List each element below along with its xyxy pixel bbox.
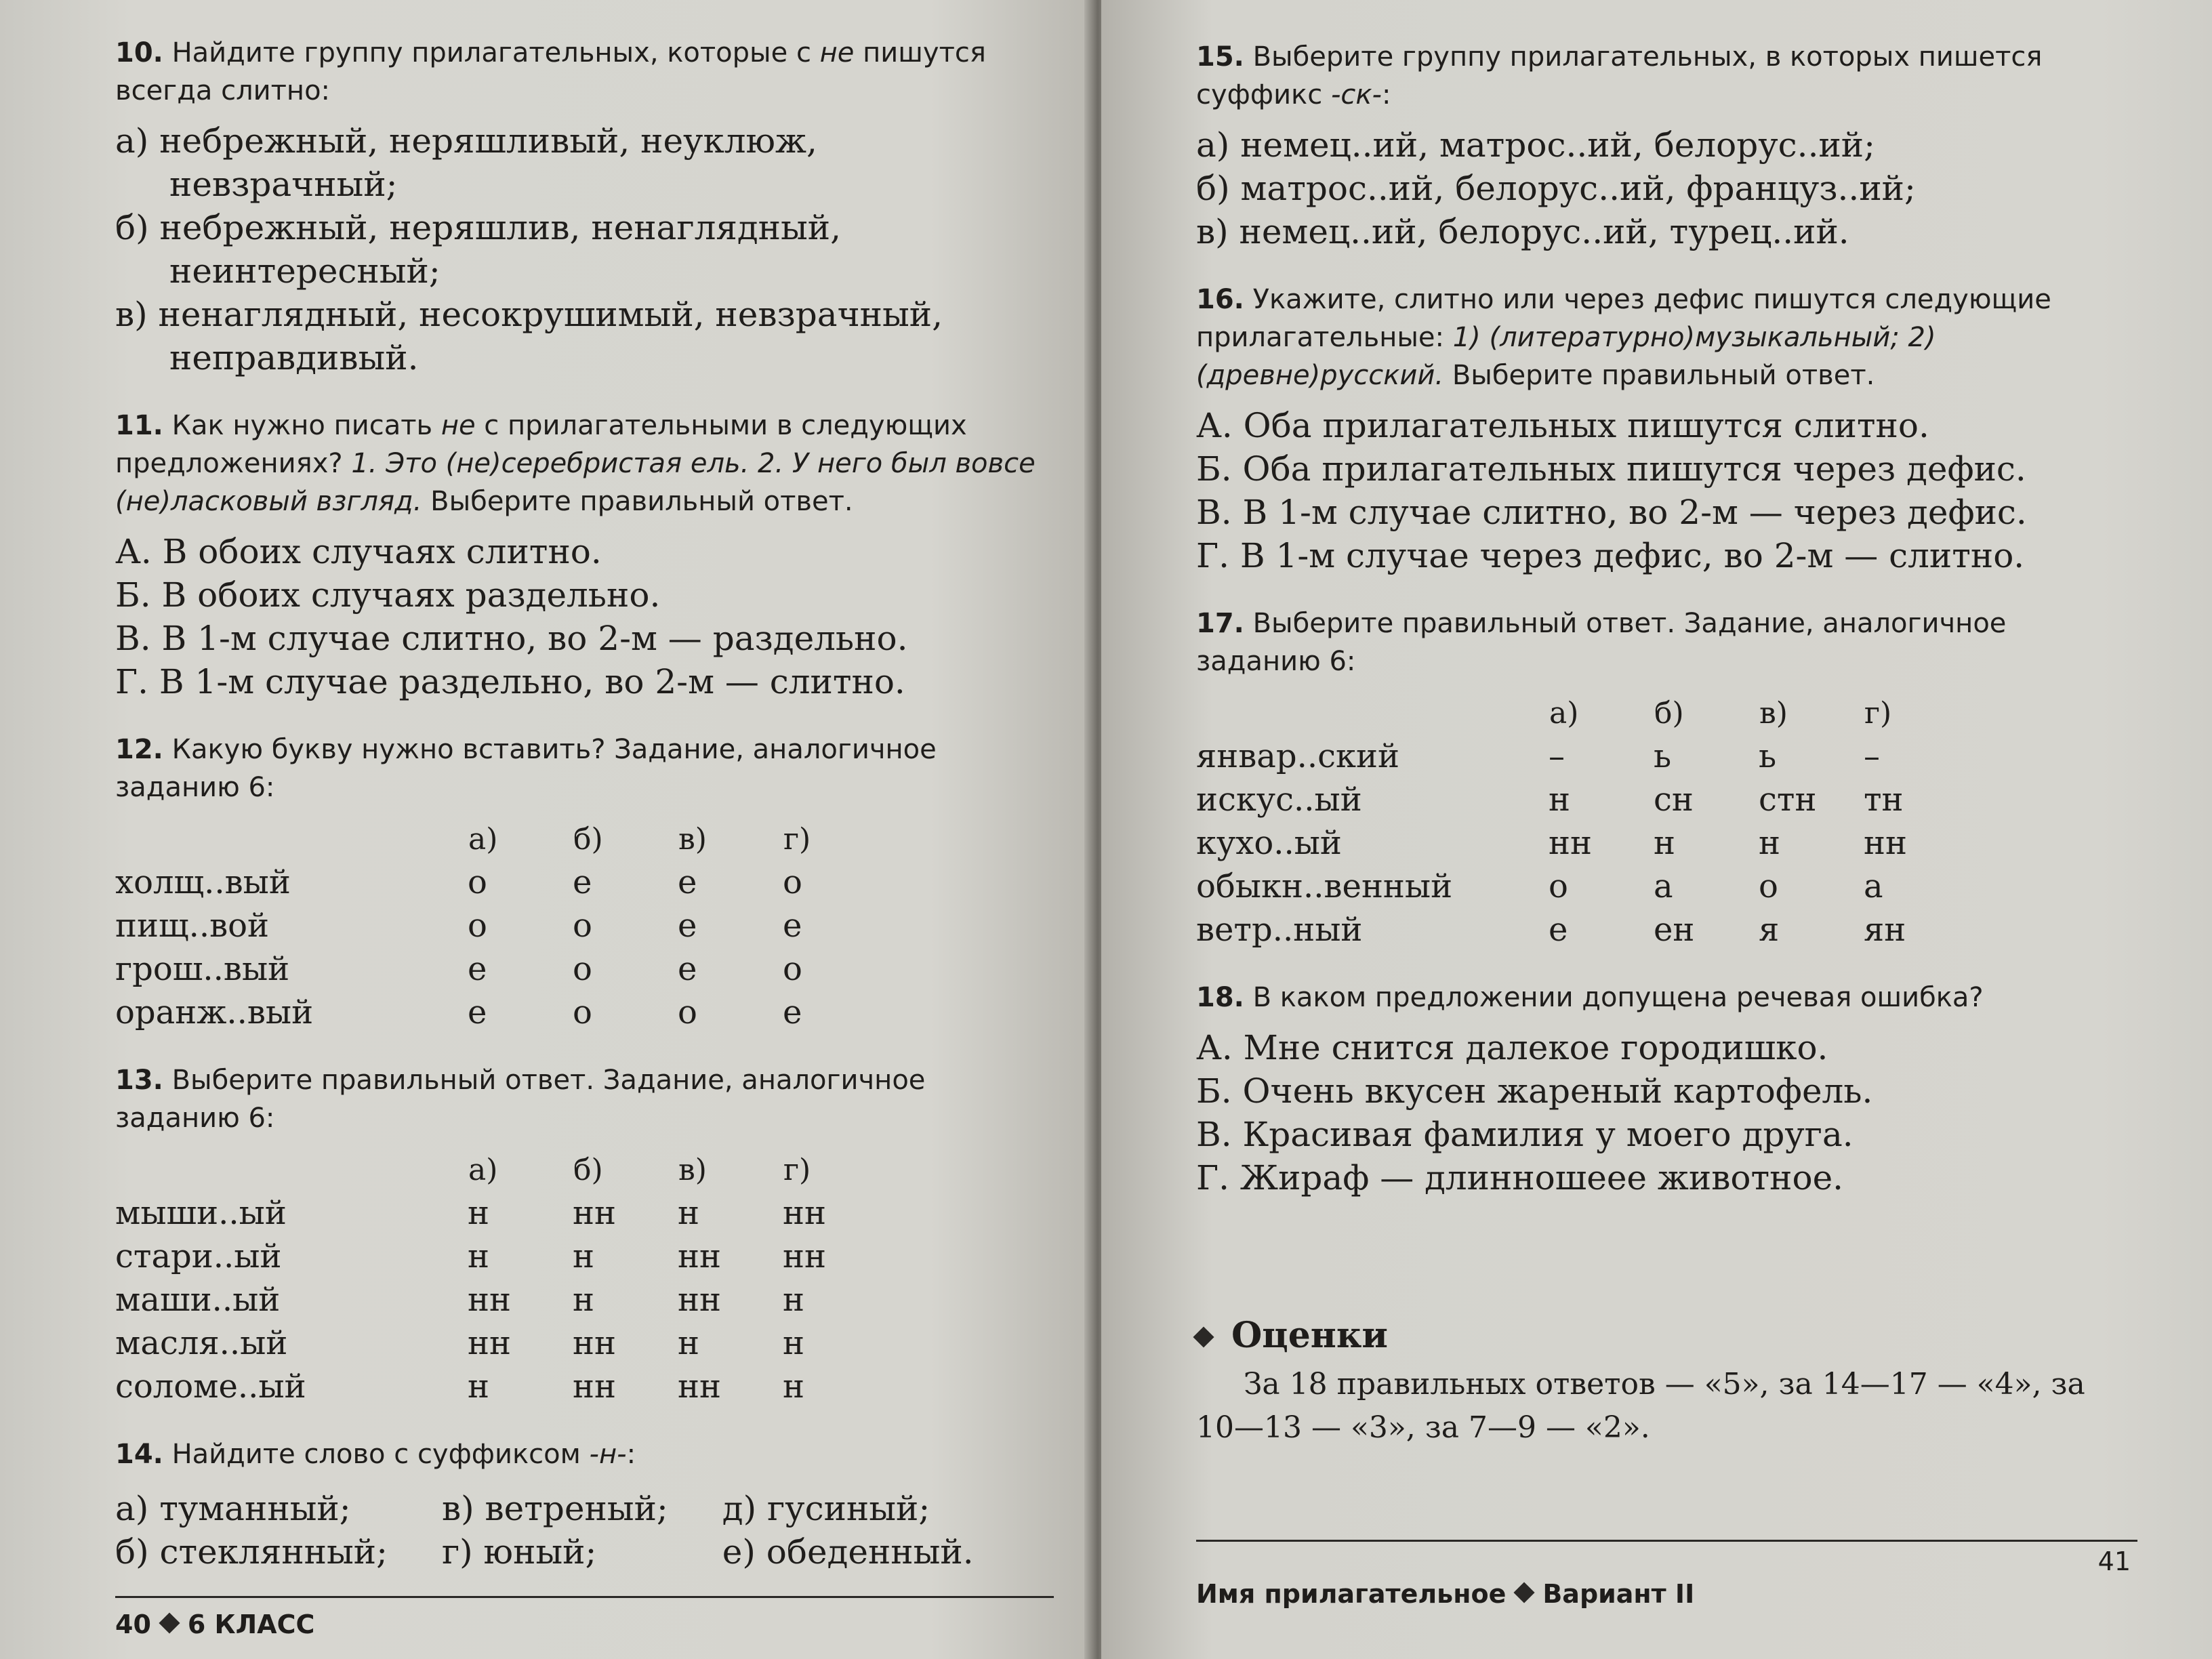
answer-option: г) юный; [441,1532,597,1572]
word-cell: соломе..ый [115,1368,306,1406]
question-text-tail: Выберите правильный ответ. [430,486,853,517]
word-cell: искус..ый [1196,781,1362,819]
question-text: В каком предложении допущена речевая ошибка? [1252,982,1984,1013]
column-header: г) [783,1152,811,1187]
column-header: а) [1549,695,1579,731]
grades-text: За 18 правильных ответов — «5», за 14—17 — «4», за 10—13 — «3», за 7—9 — «2». [1196,1367,2085,1445]
question-italic: не [819,37,855,68]
table-cell: о [783,863,802,901]
column-header: а) [468,821,498,857]
table-cell: нн [678,1281,721,1319]
answer-option: а) туманный; [115,1489,351,1528]
footer-rule [115,1596,1054,1598]
answer-option: в) ветреный; [441,1489,668,1528]
table-row [1196,778,1969,821]
task-number: 11. [115,410,163,441]
answer-option: Г. В 1-м случае раздельно, во 2-м — слитно. [115,662,905,701]
table-header-row [1196,691,1969,735]
answer-option: А. Оба прилагательных пишутся слитно. [1196,406,1929,445]
task-15 [1196,38,2131,253]
task-question [1196,281,2131,394]
task-16 [1196,281,2131,577]
task-question [1196,38,2131,114]
table-cell: н [573,1281,594,1319]
question-text-mid: с прилагательными в следующих предложениях? [115,410,967,479]
task-number: 18. [1196,982,1244,1013]
table-cell: о [1549,867,1568,905]
table-cell: н [573,1237,594,1275]
table-cell: о [468,907,487,945]
task-14 [115,1435,1047,1574]
table-cell: е [573,863,592,901]
table-cell: е [678,950,697,988]
table-cell: е [783,994,802,1031]
table-cell: ян [1864,911,1906,949]
task-question [1196,605,2131,680]
word-cell: холщ..вый [115,863,291,901]
table-cell: нн [573,1194,616,1232]
word-cell: стари..ый [115,1237,282,1275]
table-row [115,861,888,904]
page-footer [1196,1579,1694,1609]
answer-option: а) немец..ий, матрос..ий, белорус..ий; [1196,125,1875,165]
table-cell: нн [468,1324,511,1362]
column-header: г) [1864,695,1892,731]
task-12 [115,731,1047,1034]
word-cell: оранж..вый [115,994,314,1031]
answer-option: А. Мне снится далекое городишко. [1196,1028,1828,1067]
question-text: Найдите слово с суффиксом [171,1439,581,1470]
table-cell: е [468,994,487,1031]
table-cell: о [783,950,802,988]
grades-title: Оценки [1231,1315,1388,1356]
question-text: Выберите правильный ответ. Задание, аналогичное заданию 6: [1196,608,2007,677]
word-cell: масля..ый [115,1324,288,1362]
question-italic: не [441,410,476,441]
table-cell: о [573,907,592,945]
question-text: Укажите, слитно или через дефис пишутся следующие прилагательные: [1196,284,2051,353]
answer-column [442,1487,695,1574]
column-header: в) [678,1152,707,1187]
table-row [115,1191,888,1235]
table-cell: е [1549,911,1568,949]
task-question [115,34,1047,110]
question-text: Выберите группу прилагательных, в которых пишется суффикс [1196,41,2043,110]
answer-columns [115,1487,1047,1574]
word-cell: маши..ый [115,1281,281,1319]
task-18 [1196,979,2131,1200]
table-cell: нн [573,1324,616,1362]
question-text: Как нужно писать [171,410,433,441]
diamond-icon [1193,1326,1214,1347]
answer-option: Б. В обоих случаях раздельно. [115,575,661,615]
task-question [115,407,1047,520]
table-cell: е [468,950,487,988]
table-row [1196,821,1969,865]
answer-option: е) обеденный. [722,1532,974,1572]
task-number: 13. [115,1065,163,1096]
question-italic: -н- [589,1439,627,1470]
question-text-tail: пишутся всегда слитно: [115,37,986,106]
table-cell: ен [1654,911,1695,949]
table-cell: н [678,1194,699,1232]
table-header-row [115,1148,888,1191]
question-italic: 1. Это (не)серебристая ель. 2. У него был вовсе (не)ласковый взгляд. [115,448,1036,517]
page-footer [115,1610,314,1639]
question-text-tail: : [626,1439,636,1470]
answer-option: а) небрежный, неряшливый, неуклюж, невзрачный; [115,121,817,204]
table-cell: н [783,1368,804,1406]
table-cell: нн [678,1237,721,1275]
footer-label: 6 КЛАСС [187,1610,315,1639]
word-cell: кухо..ый [1196,824,1342,862]
table-row [115,1235,888,1278]
table-cell: стн [1759,781,1817,819]
table-cell: ь [1759,737,1777,775]
footer-label-variant: Вариант II [1542,1579,1695,1609]
task-question [1196,979,2131,1017]
column-header: в) [678,821,707,857]
table-cell: о [573,994,592,1031]
table-cell: ь [1654,737,1672,775]
table-cell: нн [783,1194,826,1232]
table-cell: – [1549,737,1565,775]
table-cell: н [468,1194,489,1232]
task-number: 17. [1196,608,1244,639]
answer-option: Г. В 1-м случае через дефис, во 2-м — слитно. [1196,536,2025,575]
column-header: б) [573,821,603,857]
table-row [115,991,888,1034]
question-italic: 1) (литературно)музыкальный; 2) (древне)русский. [1196,322,1936,391]
task-question [115,1435,1047,1473]
answer-option: В. В 1-м случае слитно, во 2-м — раздельно. [115,619,908,658]
word-cell: пищ..вой [115,907,270,945]
grades-heading [1196,1315,2131,1356]
column-header: б) [573,1152,603,1187]
answer-table [1196,691,1969,951]
table-cell: нн [783,1237,826,1275]
table-cell: н [468,1368,489,1406]
answer-option: б) матрос..ий, белорус..ий, француз..ий; [1196,169,1916,208]
task-11 [115,407,1047,703]
answer-option: В. Красивая фамилия у моего друга. [1196,1115,1853,1154]
table-row [115,1365,888,1408]
question-text: Найдите группу прилагательных, которые с [171,37,811,68]
table-cell: н [468,1237,489,1275]
answer-options [1196,404,2131,577]
answer-option: д) гусиный; [722,1489,930,1528]
table-cell: нн [468,1281,511,1319]
table-cell: н [1549,781,1570,819]
table-row [115,1322,888,1365]
table-row [1196,735,1969,778]
answer-options [115,530,1047,703]
answer-table [115,1148,888,1408]
answer-option: Б. Очень вкусен жареный картофель. [1196,1071,1873,1111]
table-cell: н [783,1324,804,1362]
table-cell: а [1864,867,1883,905]
table-cell: сн [1654,781,1694,819]
task-number: 12. [115,734,163,765]
word-cell: ветр..ный [1196,911,1363,949]
table-cell: н [1759,824,1780,862]
answer-option: в) немец..ий, белорус..ий, турец..ий. [1196,212,1849,251]
answer-column [115,1487,415,1574]
table-cell: я [1759,911,1780,949]
task-13 [115,1061,1047,1408]
table-cell: е [678,907,697,945]
answer-column [722,1487,1001,1574]
page-number: 40 [115,1610,151,1639]
column-header: г) [783,821,811,857]
table-cell: нн [1549,824,1592,862]
column-header: а) [468,1152,498,1187]
table-cell: н [678,1324,699,1362]
answer-option: б) небрежный, неряшлив, ненаглядный, неинтересный; [115,208,841,291]
diamond-icon [159,1612,180,1633]
table-cell: о [1759,867,1778,905]
footer-label: Имя прилагательное [1196,1579,1507,1609]
table-cell: н [783,1281,804,1319]
answer-options [1196,123,2131,253]
answer-options [1196,1026,2131,1200]
word-cell: обыкн..венный [1196,867,1453,905]
question-text-tail: : [1381,79,1391,110]
footer-rule [1196,1540,2137,1542]
task-number: 15. [1196,41,1244,73]
column-header: в) [1759,695,1788,731]
table-cell: о [678,994,697,1031]
question-text: Какую букву нужно вставить? Задание, аналогичное заданию 6: [115,734,937,803]
answer-table [115,817,888,1034]
diamond-icon [1514,1582,1535,1603]
question-text-tail: Выберите правильный ответ. [1452,360,1875,391]
word-cell: грош..вый [115,950,290,988]
table-cell: нн [1864,824,1907,862]
page-number: 41 [2097,1547,2131,1576]
task-number: 10. [115,37,163,68]
table-cell: о [468,863,487,901]
table-cell: – [1864,737,1880,775]
answer-option: б) стеклянный; [115,1532,388,1572]
task-17 [1196,605,2131,951]
task-question [115,1061,1047,1137]
answer-option: в) ненаглядный, несокрушимый, невзрачный, неправдивый. [115,295,943,377]
table-cell: нн [573,1368,616,1406]
table-cell: е [783,907,802,945]
question-text: Выберите правильный ответ. Задание, аналогичное заданию 6: [115,1065,926,1134]
right-page [1101,0,2212,1659]
table-row [115,1278,888,1322]
table-header-row [115,817,888,861]
table-cell: е [678,863,697,901]
table-row [1196,908,1969,951]
table-cell: н [1654,824,1675,862]
table-row [115,904,888,947]
answer-option: А. В обоих случаях слитно. [115,532,602,571]
table-cell: нн [678,1368,721,1406]
answer-option: В. В 1-м случае слитно, во 2-м — через дефис. [1196,493,2027,532]
task-number: 16. [1196,284,1244,315]
table-cell: тн [1864,781,1904,819]
task-number: 14. [115,1439,163,1470]
table-row [115,947,888,991]
table-cell: о [573,950,592,988]
question-italic: -ск- [1330,79,1382,110]
table-cell: а [1654,867,1673,905]
answer-options [115,119,1047,380]
answer-option: Г. Жираф — длинношеее животное. [1196,1158,1844,1197]
column-header: б) [1654,695,1684,731]
table-row [1196,865,1969,908]
task-10 [115,34,1047,380]
word-cell: мыши..ый [115,1194,287,1232]
word-cell: январ..ский [1196,737,1400,775]
task-question [115,731,1047,806]
left-page [0,0,1094,1659]
answer-option: Б. Оба прилагательных пишутся через дефис. [1196,449,2026,489]
